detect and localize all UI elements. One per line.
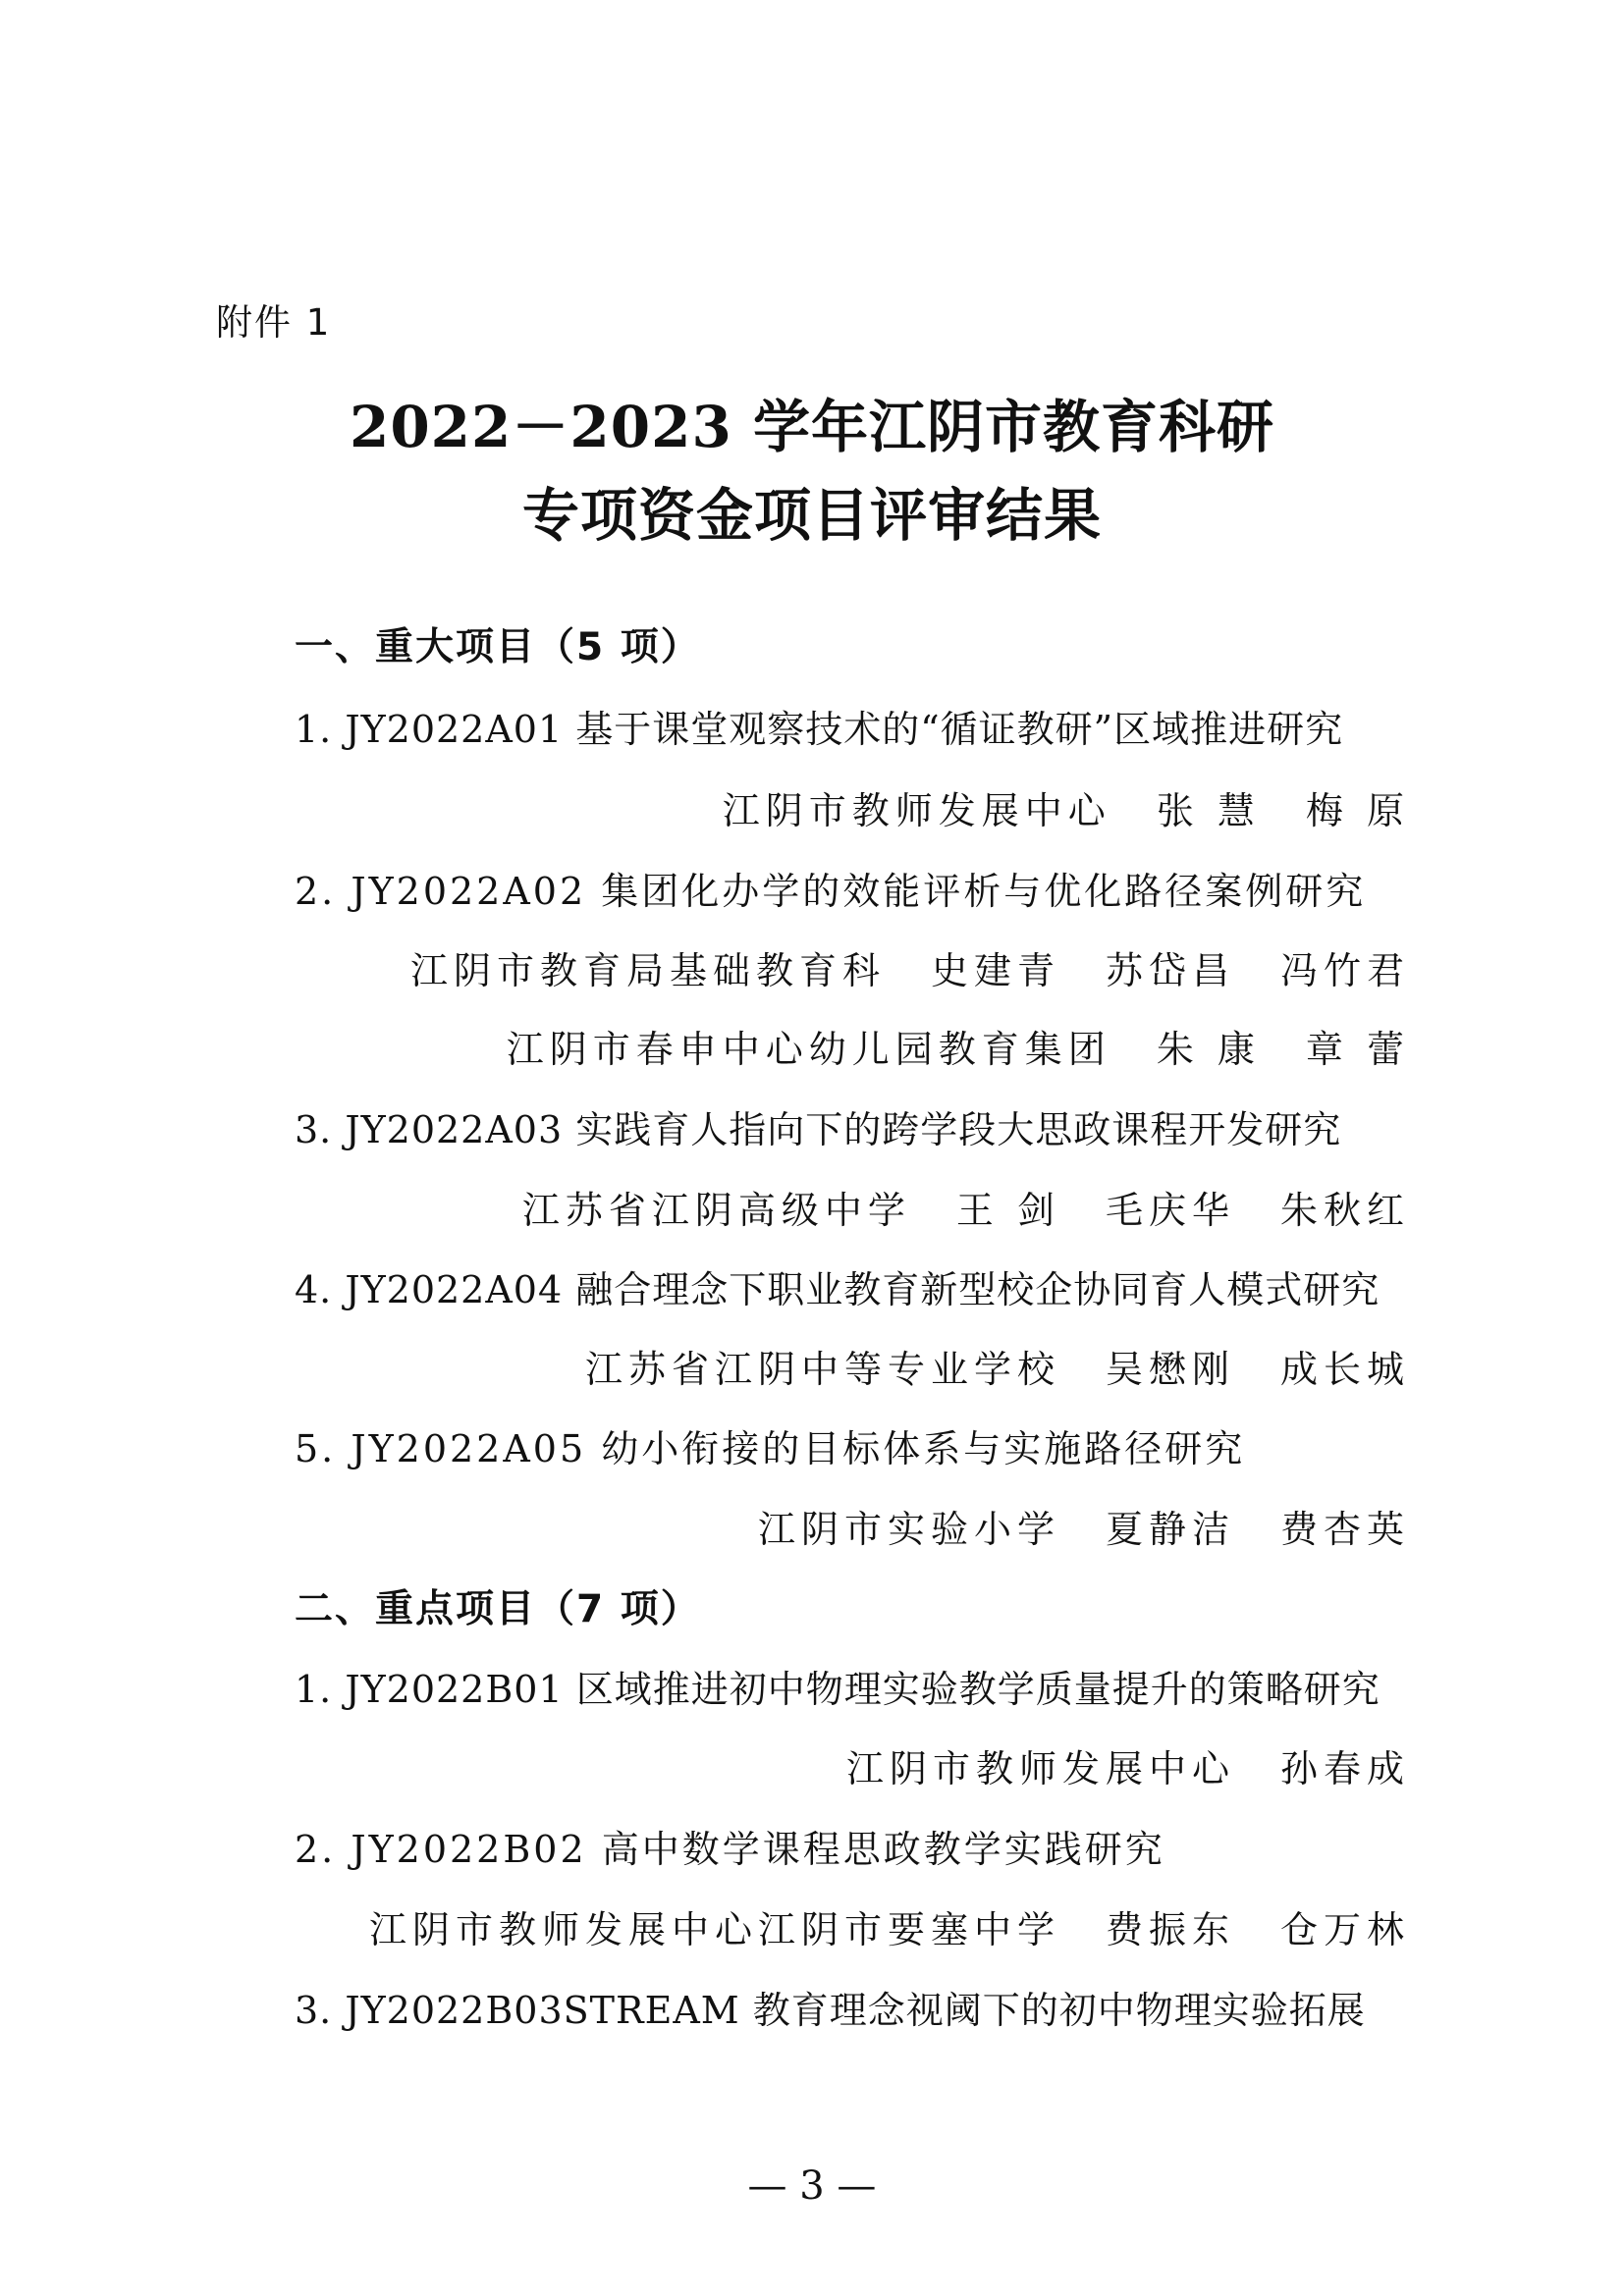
- author-name: 费杏英: [1279, 1508, 1410, 1551]
- project-affiliation: [507, 1019, 1410, 1073]
- author-name: 吴懋刚: [1105, 1348, 1235, 1391]
- affiliation-org: 江阴市教师发展中心: [845, 1747, 1235, 1790]
- project-affiliation: [723, 780, 1410, 834]
- author-name: 朱 康: [1156, 1028, 1261, 1071]
- author-name: 成长城: [1279, 1348, 1410, 1391]
- author-name: 毛庆华: [1105, 1189, 1235, 1232]
- section-heading-major: 一、重大项目（5 项）: [295, 625, 701, 669]
- author-name: 苏岱昌: [1105, 949, 1235, 992]
- project-item: 2. JY2022A02 集团化办学的效能评析与优化路径案例研究: [295, 870, 1367, 913]
- author-name: 朱秋红: [1279, 1189, 1410, 1232]
- author-name: 章 蕾: [1305, 1028, 1410, 1071]
- affiliation-org: 江阴市教师发展中心江阴市要塞中学: [368, 1908, 1060, 1951]
- project-item: 5. JY2022A05 幼小衔接的目标体系与实施路径研究: [295, 1427, 1246, 1470]
- author-name: 夏静洁: [1105, 1508, 1235, 1551]
- project-item: 4. JY2022A04 融合理念下职业教育新型校企协同育人模式研究: [295, 1268, 1380, 1311]
- project-item: 1. JY2022B01 区域推进初中物理实验教学质量提升的策略研究: [295, 1668, 1380, 1711]
- author-name: 仓万林: [1279, 1908, 1410, 1951]
- attachment-label: 附件 1: [216, 301, 332, 344]
- project-item: 2. JY2022B02 高中数学课程思政教学实践研究: [295, 1828, 1165, 1871]
- project-affiliation: [758, 1499, 1410, 1553]
- page-title-line-1: 2022－2023 学年江阴市教育科研: [349, 394, 1275, 460]
- project-item: 3. JY2022B03STREAM 教育理念视阈下的初中物理实验拓展: [295, 1989, 1366, 2032]
- project-affiliation: [369, 1899, 1410, 1953]
- page-number: — 3 —: [747, 2163, 877, 2209]
- project-affiliation: [522, 1180, 1410, 1234]
- project-item: 3. JY2022A03 实践育人指向下的跨学段大思政课程开发研究: [295, 1108, 1342, 1151]
- author-name: 张 慧: [1156, 789, 1261, 832]
- author-name: 费振东: [1105, 1908, 1235, 1951]
- page-title-line-2: 专项资金项目评审结果: [521, 482, 1102, 549]
- author-name: 孙春成: [1279, 1747, 1410, 1790]
- affiliation-org: 江苏省江阴高级中学: [521, 1189, 911, 1232]
- affiliation-org: 江苏省江阴中等专业学校: [584, 1348, 1060, 1391]
- project-affiliation: [585, 1339, 1410, 1393]
- author-name: 王 剑: [955, 1189, 1060, 1232]
- author-name: 冯竹君: [1279, 949, 1410, 992]
- project-affiliation: [410, 940, 1410, 994]
- author-name: 梅 原: [1305, 789, 1410, 832]
- affiliation-org: 江阴市实验小学: [757, 1508, 1060, 1551]
- project-affiliation: [846, 1738, 1410, 1792]
- author-name: 史建青: [930, 949, 1060, 992]
- affiliation-org: 江阴市教育局基础教育科: [409, 949, 886, 992]
- project-item: 1. JY2022A01 基于课堂观察技术的“循证教研”区域推进研究: [295, 708, 1344, 751]
- affiliation-org: 江阴市春申中心幼儿园教育集团: [506, 1028, 1111, 1071]
- section-heading-key: 二、重点项目（7 项）: [295, 1587, 701, 1631]
- affiliation-org: 江阴市教师发展中心: [722, 789, 1111, 832]
